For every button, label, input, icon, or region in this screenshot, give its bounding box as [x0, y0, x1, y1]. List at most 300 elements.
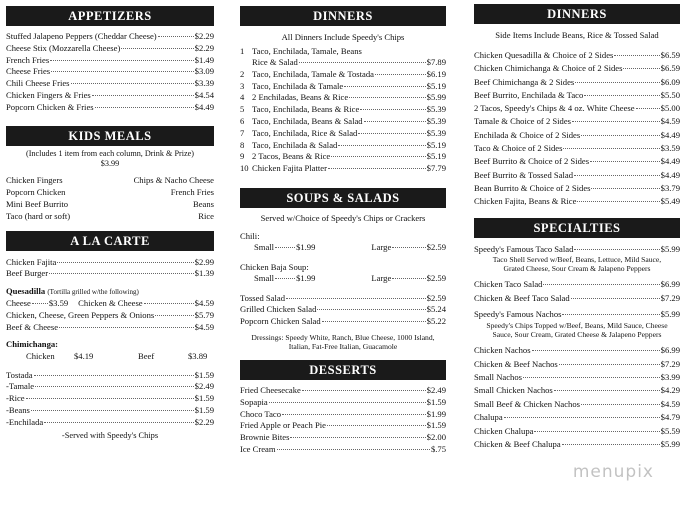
- column-middle: [240, 0, 446, 508]
- dot-leader: [275, 247, 295, 248]
- chimichanga-row: [6, 350, 214, 362]
- item-name: Beef Burrito, Enchilada & Taco: [474, 89, 584, 100]
- item-price: $3.79: [660, 182, 680, 193]
- dinners-sides-note: Side Items Include Beans, Rice & Tossed Salad: [495, 30, 659, 40]
- item-price: $1.59: [426, 396, 446, 407]
- item-price: $5.99: [660, 309, 680, 320]
- dot-leader: [392, 247, 425, 248]
- item-price: $1.59: [194, 393, 214, 404]
- baja-soup-label: Chicken Baja Soup:: [240, 261, 309, 272]
- item-price: $6.99: [660, 279, 680, 290]
- dot-leader: [590, 161, 660, 162]
- menu-item-row: [474, 102, 680, 115]
- dot-leader: [32, 303, 48, 304]
- item-price: $3.59: [660, 143, 680, 154]
- menu-item-row: [6, 257, 214, 269]
- item-name: Beef Burrito & Choice of 2 Sides: [474, 156, 590, 167]
- menu-item-row: [240, 385, 446, 397]
- item-price: $1.99: [426, 408, 446, 419]
- item-price: $7.89: [426, 57, 446, 67]
- dot-leader: [49, 273, 194, 274]
- column-right: [474, 0, 680, 508]
- item-price: $2.49: [194, 381, 214, 392]
- a-la-carte-list: [6, 257, 214, 281]
- menu-item-row: [240, 420, 446, 432]
- item-name: Beef Burger: [6, 268, 49, 279]
- dot-leader: [563, 148, 659, 149]
- menu-item-row: [240, 104, 446, 116]
- dinner-number: 5: [240, 104, 245, 115]
- item-price: $1.59: [426, 420, 446, 431]
- item-name: Bean Burrito & Choice of 2 Sides: [474, 182, 591, 193]
- item-name: Chicken Nachos: [474, 345, 531, 356]
- item-name: Taco, Enchilada, Beans & Salad: [252, 115, 363, 126]
- item-name: Beef Burrito & Tossed Salad: [474, 169, 574, 180]
- menu-item-row: [6, 322, 214, 334]
- item-price: $4.49: [660, 129, 680, 140]
- item-name: Beef & Cheese: [6, 321, 59, 332]
- dot-leader: [269, 402, 426, 403]
- dot-leader: [302, 390, 426, 391]
- item-name: Chicken Quesadilla & Choice of 2 Sides: [474, 50, 614, 60]
- dot-leader: [31, 410, 194, 411]
- item-price: $5.79: [194, 309, 214, 320]
- item-price: $5.39: [426, 115, 446, 126]
- dot-leader: [577, 201, 659, 202]
- item-name: Chicken Fajita, Beans & Rice: [474, 196, 577, 207]
- kids-option-row: [6, 198, 214, 210]
- menu-item-row: [474, 344, 680, 357]
- menu-item-row: [240, 304, 446, 316]
- item-name: Cheese Fries: [6, 66, 51, 77]
- dot-leader: [331, 156, 425, 157]
- kids-option-right: Chips & Nacho Cheese: [133, 174, 214, 185]
- dot-leader: [158, 36, 194, 37]
- dot-leader: [155, 315, 193, 316]
- item-price: $2.29: [194, 416, 214, 427]
- menu-item-row: [6, 78, 214, 90]
- dinner-number: 8: [240, 139, 245, 150]
- item-price: $.75: [430, 443, 446, 454]
- kids-option-row: [6, 210, 214, 222]
- soups-salads-header: SOUPS & SALADS: [240, 188, 446, 208]
- item-price: $5.19: [426, 139, 446, 150]
- taco-salad-row: [474, 244, 680, 256]
- menu-item-row: [240, 81, 446, 93]
- item-price: $5.99: [660, 243, 680, 254]
- dot-leader: [286, 298, 426, 299]
- menu-item-row: [6, 31, 214, 43]
- menu-item-row: [6, 102, 214, 114]
- item-name: Small: [254, 241, 275, 252]
- menu-item-row: [6, 268, 214, 280]
- item-name: Large: [371, 272, 392, 283]
- item-name: Taco, Enchilada & Tamale: [252, 80, 344, 91]
- item-name: Chili Cheese Fries: [6, 78, 70, 89]
- menu-item-row: [474, 115, 680, 128]
- item-price: $1.39: [194, 268, 214, 279]
- menu-item-row: [240, 140, 446, 152]
- salads-list: [240, 293, 446, 328]
- appetizers-list: [6, 31, 214, 114]
- item-price: $2.99: [194, 256, 214, 267]
- dot-leader: [44, 422, 193, 423]
- dot-leader: [57, 262, 193, 263]
- item-name: Speedy's Famous Nachos: [474, 309, 562, 320]
- dot-leader: [299, 62, 426, 63]
- item-price: $6.59: [660, 50, 680, 60]
- menu-item-row: [474, 142, 680, 155]
- item-name: Chalupa: [474, 412, 503, 423]
- desserts-header: DESSERTS: [240, 360, 446, 380]
- item-name: -Rice: [6, 393, 25, 404]
- menu-item-row: [240, 92, 446, 104]
- kids-option-left: Mini Beef Burrito: [6, 198, 69, 209]
- menu-item-row: [6, 370, 214, 382]
- item-price: $5.39: [426, 127, 446, 138]
- item-name: 2 Tacos, Beans & Rice: [252, 151, 331, 162]
- menu-item-row: [240, 163, 446, 175]
- menu-item-row: [474, 89, 680, 102]
- dot-leader: [364, 121, 426, 122]
- dot-leader: [523, 377, 660, 378]
- item-name: Sopapia: [240, 396, 268, 407]
- dot-leader: [614, 55, 659, 56]
- dot-leader: [317, 309, 425, 310]
- dressings-note: Dressings: Speedy White, Ranch, Blue Cheese, 1000 Island, Italian, Fat-Free Italian, Guacamole: [251, 332, 435, 351]
- item-name: Chicken Fajita: [6, 256, 57, 267]
- menu-item-row: [6, 90, 214, 102]
- item-price: $4.59: [660, 398, 680, 409]
- item-name: Chicken Fajita Platter: [252, 163, 327, 174]
- item-price: $4.59: [194, 298, 214, 309]
- dot-leader: [591, 188, 659, 189]
- item-name: Cheese Stix (Mozzarella Cheese): [6, 42, 121, 53]
- item-price: $4.19: [74, 350, 94, 361]
- menu-item-row: [240, 116, 446, 128]
- dot-leader: [92, 95, 194, 96]
- item-price: $3.59: [48, 298, 69, 309]
- dot-leader: [375, 74, 426, 75]
- dot-leader: [121, 48, 193, 49]
- item-price: $5.99: [426, 92, 446, 103]
- item-name: Chicken & Beef Taco Salad: [474, 293, 570, 304]
- menu-item-row: [6, 43, 214, 55]
- menu-item-row: [474, 76, 680, 89]
- item-name: Taco, Enchilada, Rice & Salad: [252, 127, 358, 138]
- specialties-list-1: [474, 277, 680, 305]
- dot-leader: [574, 249, 659, 250]
- dot-leader: [623, 68, 659, 69]
- kids-meals-header: KIDS MEALS: [6, 126, 214, 146]
- item-name: Speedy's Famous Taco Salad: [474, 243, 574, 254]
- menu-item-row: [6, 55, 214, 67]
- item-name: Grilled Chicken Salad: [240, 304, 317, 315]
- item-price: $4.49: [660, 156, 680, 167]
- quesadilla-title: Quesadilla: [6, 286, 46, 297]
- tostada-list: [6, 370, 214, 429]
- item-name: Small: [254, 272, 275, 283]
- quesadilla-cheese-row: [6, 298, 214, 310]
- item-name: Cheese: [6, 298, 31, 309]
- item-name: Small Chicken Nachos: [474, 385, 553, 396]
- menu-item-row: [240, 432, 446, 444]
- item-price: $1.59: [194, 404, 214, 415]
- item-price: $5.24: [426, 304, 446, 315]
- dot-leader: [282, 414, 426, 415]
- item-price: $5.22: [426, 316, 446, 327]
- menu-item-row: [474, 129, 680, 142]
- dot-leader: [95, 107, 194, 108]
- dot-leader: [344, 86, 425, 87]
- item-name: Fried Apple or Peach Pie: [240, 420, 326, 431]
- dinner-number: 9: [240, 151, 245, 162]
- item-price: $2.00: [426, 432, 446, 443]
- dinners-note: All Dinners Include Speedy's Chips: [281, 32, 405, 42]
- dot-leader: [35, 386, 194, 387]
- item-name: Taco, Enchilada & Salad: [252, 139, 338, 150]
- menu-item-row: [474, 384, 680, 397]
- dot-leader: [327, 425, 426, 426]
- menu-item-row: [6, 310, 214, 322]
- soups-note: Served w/Choice of Speedy's Chips or Crackers: [260, 212, 426, 223]
- dot-leader: [26, 398, 194, 399]
- dot-leader: [571, 298, 660, 299]
- item-price: $4.54: [194, 89, 214, 100]
- dot-leader: [504, 417, 660, 418]
- item-name: Chicken Fingers & Fries: [6, 89, 91, 100]
- menu-item-row: [474, 155, 680, 168]
- item-name: Choco Taco: [240, 408, 282, 419]
- item-price: $7.29: [660, 358, 680, 369]
- item-name: Taco & Choice of 2 Sides: [474, 143, 563, 154]
- menu-item-row: [240, 293, 446, 305]
- menu-item-row: [474, 358, 680, 371]
- dot-leader: [34, 375, 194, 376]
- dot-leader: [51, 71, 194, 72]
- dot-leader: [636, 108, 660, 109]
- item-price: $1.49: [194, 54, 214, 65]
- menu-item-row: [474, 195, 680, 208]
- item-price: $5.50: [660, 89, 680, 100]
- menu-item-row: [474, 398, 680, 411]
- item-name: Chicken Chalupa: [474, 425, 534, 436]
- menu-item-row: [474, 182, 680, 195]
- item-name: Popcorn Chicken Salad: [240, 316, 321, 327]
- menu-item-row: [6, 405, 214, 417]
- item-name: Chicken, Cheese, Green Peppers & Onions: [6, 309, 155, 320]
- chimichanga-label: [6, 339, 214, 350]
- dinner-number: 4: [240, 92, 245, 103]
- nachos-row: [474, 309, 680, 321]
- dot-leader: [534, 431, 659, 432]
- item-name: Chicken Chimichanga & Choice of 2 Sides: [474, 63, 623, 74]
- item-price: $5.99: [660, 438, 680, 449]
- menu-item-row: [474, 169, 680, 182]
- item-name: -Tamale: [6, 381, 35, 392]
- menu-item-row: [6, 393, 214, 405]
- menu-item-row: [6, 66, 214, 78]
- watermark: menupix: [572, 462, 654, 482]
- item-price: $7.29: [660, 293, 680, 304]
- dinner-row: [240, 57, 446, 69]
- menu-item-row: [240, 444, 446, 456]
- chili-label: Chili:: [240, 230, 260, 241]
- dot-leader: [59, 327, 194, 328]
- dot-leader: [581, 135, 659, 136]
- item-price: $1.59: [194, 369, 214, 380]
- dot-leader: [322, 321, 426, 322]
- quesadilla-list: [6, 310, 214, 334]
- menu-item-row: [474, 411, 680, 424]
- dinner-number: 3: [240, 80, 245, 91]
- dinners-sides-header: DINNERS: [474, 4, 680, 24]
- dot-leader: [584, 95, 659, 96]
- kids-option-right: French Fries: [170, 186, 214, 197]
- menu-item-row: [240, 397, 446, 409]
- item-price: $4.29: [660, 385, 680, 396]
- dinner-number: 1: [240, 46, 245, 56]
- appetizers-header: APPETIZERS: [6, 6, 214, 26]
- dot-leader: [277, 449, 430, 450]
- dot-leader: [360, 109, 425, 110]
- dinners-list: [240, 46, 446, 175]
- kids-meals-note: (Includes 1 item from each column, Drink & Prize): [25, 148, 195, 158]
- column-left: [6, 0, 214, 508]
- a-la-carte-header: A LA CARTE: [6, 231, 214, 251]
- taco-salad-note: Taco Shell Served w/Beef, Beans, Lettuce, Mild Sauce, Grated Cheese, Sour Cream & Jalapeno Peppers: [492, 255, 662, 274]
- kids-option-row: [6, 174, 214, 186]
- item-name: -Enchilada: [6, 416, 44, 427]
- dot-leader: [559, 364, 660, 365]
- menu-item-row: [474, 62, 680, 75]
- item-price: $2.59: [426, 241, 446, 252]
- baja-soup-row: [240, 273, 446, 285]
- dot-leader: [581, 404, 660, 405]
- item-name: Chicken Taco Salad: [474, 279, 543, 290]
- item-name: Chicken & Cheese: [78, 298, 143, 309]
- item-price: $6.99: [660, 345, 680, 356]
- menu-item-row: [474, 425, 680, 438]
- item-price: $6.59: [660, 63, 680, 74]
- item-price: $4.59: [660, 116, 680, 127]
- item-price: $3.09: [194, 66, 214, 77]
- item-name: Taco, Enchilada, Tamale & Tostada: [252, 68, 374, 79]
- menu-item-row: [240, 409, 446, 421]
- dot-leader: [328, 168, 426, 169]
- item-price: $5.39: [426, 104, 446, 115]
- item-name: Fried Cheesecake: [240, 384, 301, 395]
- dot-leader: [562, 444, 660, 445]
- item-price: $5.19: [426, 151, 446, 162]
- item-price: $3.89: [188, 350, 208, 361]
- dinners-header: DINNERS: [240, 6, 446, 26]
- menu-item-row: [474, 371, 680, 384]
- menu-item-row: [474, 438, 680, 451]
- item-name: Chicken & Beef Chalupa: [474, 438, 561, 449]
- item-price: $2.29: [194, 42, 214, 53]
- item-price: $4.49: [194, 101, 214, 112]
- menu-item-row: [240, 69, 446, 81]
- dot-leader: [554, 390, 660, 391]
- dinner-number: 10: [240, 163, 249, 174]
- item-price: $3.39: [194, 78, 214, 89]
- kids-option-left: Chicken Fingers: [6, 174, 63, 185]
- dot-leader: [290, 437, 425, 438]
- item-name: Small Nachos: [474, 371, 522, 382]
- item-name: Tossed Salad: [240, 292, 285, 303]
- item-price: $1.99: [296, 241, 316, 252]
- quesadilla-label: [6, 286, 214, 298]
- item-price: $5.59: [660, 425, 680, 436]
- item-name: Tamale & Choice of 2 Sides: [474, 116, 572, 127]
- item-price: $1.99: [296, 272, 316, 283]
- kids-option-left: Taco (hard or soft): [6, 210, 71, 221]
- item-name: Rice & Salad: [252, 57, 298, 67]
- dot-leader: [532, 350, 660, 351]
- dot-leader: [543, 284, 659, 285]
- item-price: $2.59: [426, 292, 446, 303]
- item-price: $5.19: [426, 80, 446, 91]
- item-price: $2.59: [426, 272, 446, 283]
- item-price: $2.29: [194, 31, 214, 41]
- menu-item-row: [474, 49, 680, 62]
- item-name: Enchilada & Choice of 2 Sides: [474, 129, 581, 140]
- item-name: 2 Tacos, Speedy's Chips & 4 oz. White Cheese: [474, 103, 635, 114]
- dot-leader: [275, 278, 295, 279]
- kids-option-right: Beans: [192, 198, 214, 209]
- dinner-row: [240, 46, 446, 57]
- dot-leader: [50, 60, 193, 61]
- item-name: Beef Chimichanga & 2 Sides: [474, 76, 575, 87]
- item-name: Popcorn Chicken & Fries: [6, 101, 94, 112]
- kids-meals-options: [6, 174, 214, 222]
- specialties-header: SPECIALTIES: [474, 218, 680, 238]
- dinners-sides-list: [474, 49, 680, 209]
- desserts-list: [240, 385, 446, 456]
- item-price: $5.00: [660, 103, 680, 114]
- item-price: $2.49: [426, 384, 446, 395]
- quesadilla-note: (Tortilla grilled w/the following): [47, 288, 139, 297]
- kids-option-right: Rice: [198, 210, 214, 221]
- chimichanga-title: Chimichanga:: [6, 338, 59, 349]
- dot-leader: [562, 314, 659, 315]
- item-price: $3.99: [660, 371, 680, 382]
- dot-leader: [71, 83, 194, 84]
- dot-leader: [575, 82, 659, 83]
- dot-leader: [574, 175, 660, 176]
- item-name: Beef: [138, 350, 155, 361]
- menu-item-row: [240, 151, 446, 163]
- item-name: Chicken: [26, 350, 55, 361]
- item-name: Large: [371, 241, 392, 252]
- item-name: 2 Enchiladas, Beans & Rice: [252, 92, 349, 103]
- menu-item-row: [474, 277, 680, 291]
- item-name: Brownie Bites: [240, 432, 290, 443]
- specialties-list-2: [474, 344, 680, 451]
- item-name: Chicken & Beef Nachos: [474, 358, 558, 369]
- dot-leader: [349, 97, 425, 98]
- dot-leader: [572, 121, 660, 122]
- menu-item-row: [474, 291, 680, 305]
- dinner-number: 6: [240, 115, 245, 126]
- dinner-number: 7: [240, 127, 245, 138]
- item-name: French Fries: [6, 54, 50, 65]
- menu-item-row: [240, 316, 446, 328]
- item-name: -Beans: [6, 404, 30, 415]
- item-price: $4.49: [660, 169, 680, 180]
- kids-option-row: [6, 186, 214, 198]
